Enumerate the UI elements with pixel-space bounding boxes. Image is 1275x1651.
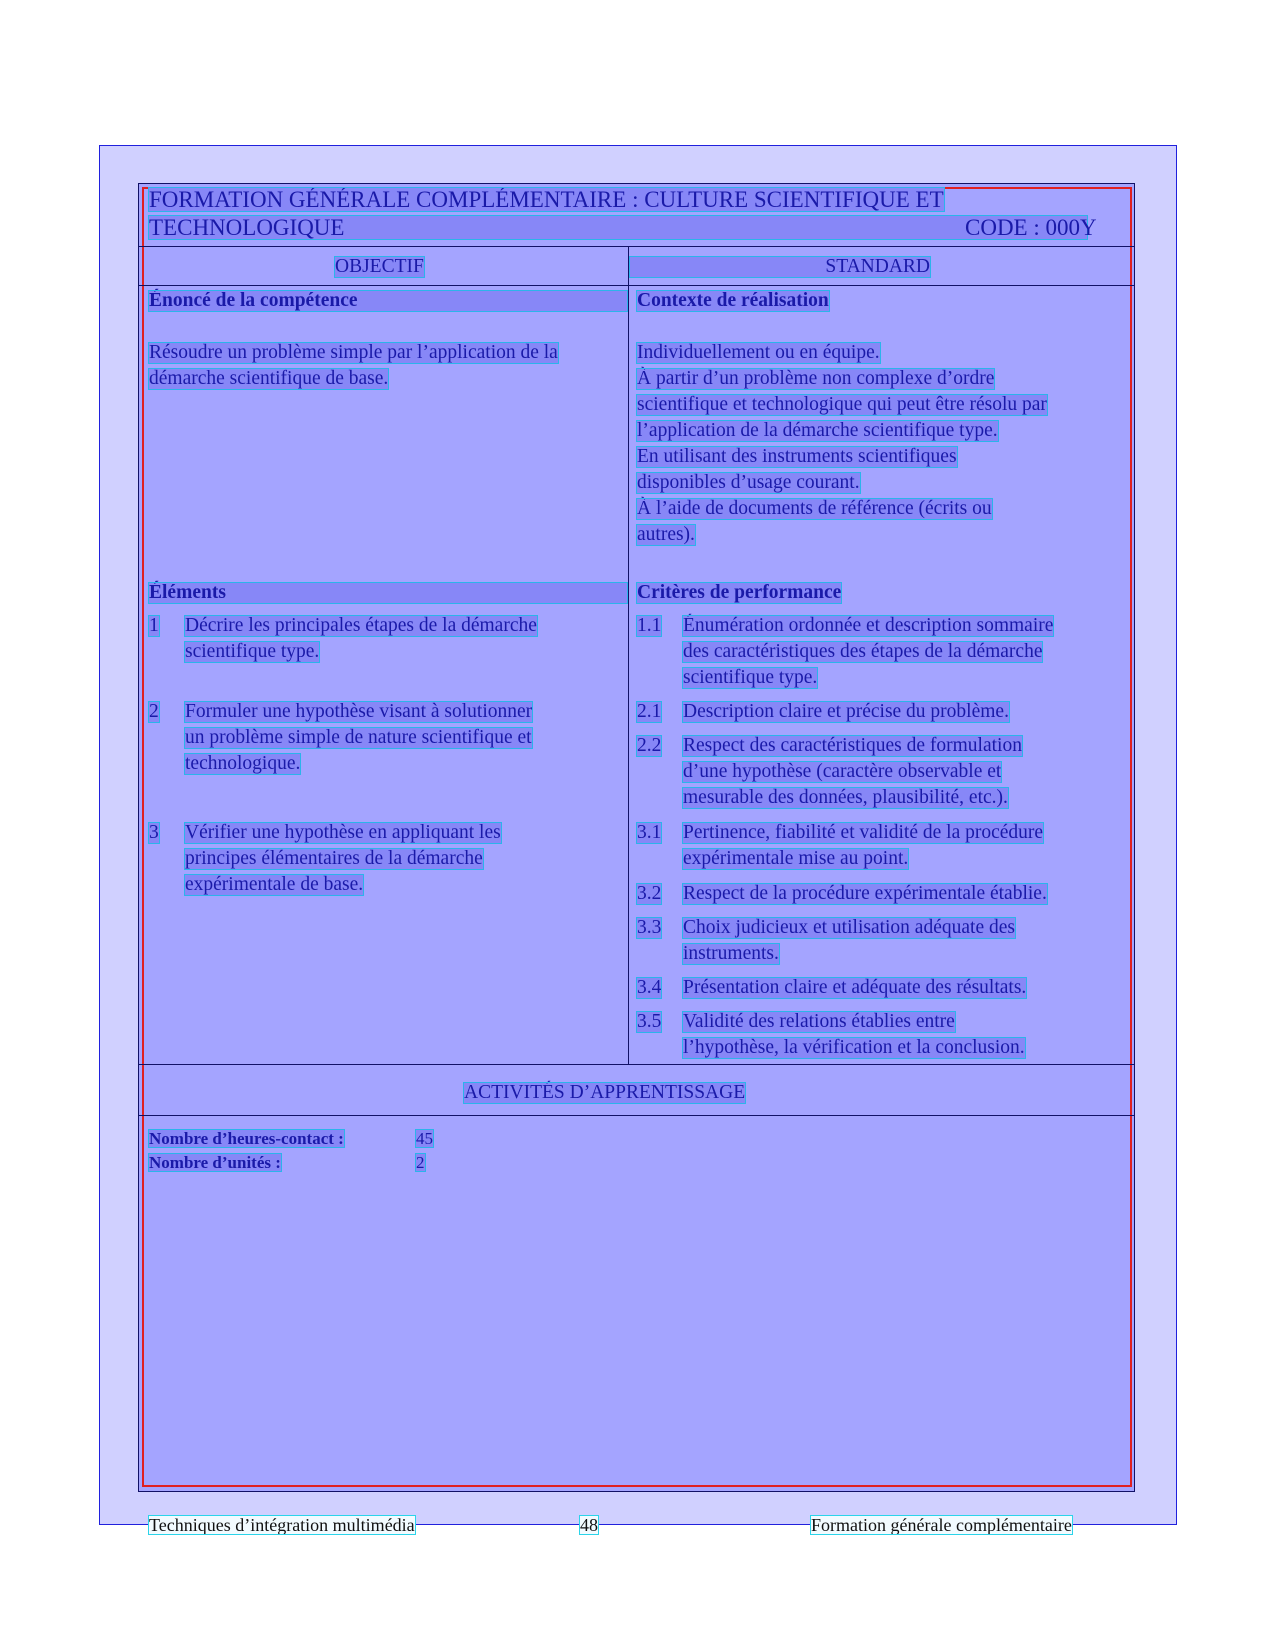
footer-section: Formation générale complémentaire xyxy=(811,1515,1072,1535)
heures-contact-label: Nombre d’heures-contact : xyxy=(149,1129,344,1148)
critere-number: 2.1 xyxy=(637,701,662,722)
contexte-line: autres). xyxy=(637,524,695,545)
critere-number: 3.3 xyxy=(637,917,662,938)
critere-line: expérimentale mise au point. xyxy=(683,848,909,869)
heading-elements: Éléments xyxy=(149,583,627,603)
critere-line: Pertinence, fiabilité et validité de la procédure xyxy=(683,822,1044,843)
element-number: 2 xyxy=(149,701,159,722)
column-divider xyxy=(628,246,629,1064)
critere-line: Respect des caractéristiques de formulation xyxy=(683,735,1022,756)
critere-line: Présentation claire et adéquate des résultats. xyxy=(683,977,1027,998)
competence-line: Résoudre un problème simple par l’application de la xyxy=(149,342,558,363)
critere-line: Respect de la procédure expérimentale établie. xyxy=(683,883,1047,904)
rule-above-activites xyxy=(138,1064,1135,1065)
critere-line: instruments. xyxy=(683,943,779,964)
contexte-line: À l’aide de documents de référence (écrits ou xyxy=(637,498,992,519)
footer-page-number: 48 xyxy=(580,1515,598,1535)
critere-line: Description claire et précise du problème. xyxy=(683,701,1009,722)
critere-line: l’hypothèse, la vérification et la conclusion. xyxy=(683,1037,1025,1058)
element-line: expérimentale de base. xyxy=(185,874,364,895)
heading-enonce-competence: Énoncé de la compétence xyxy=(149,291,627,311)
heures-contact-value: 45 xyxy=(416,1129,433,1148)
critere-line: Choix judicieux et utilisation adéquate des xyxy=(683,917,1015,938)
heading-criteres-performance: Critères de performance xyxy=(637,582,842,603)
contexte-line: l’application de la démarche scientifique type. xyxy=(637,420,998,441)
element-line: technologique. xyxy=(185,753,301,774)
footer-program: Techniques d’intégration multimédia xyxy=(149,1515,415,1535)
contexte-line: À partir d’un problème non complexe d’ordre xyxy=(637,368,995,389)
critere-line: des caractéristiques des étapes de la démarche xyxy=(683,641,1043,662)
contexte-line: En utilisant des instruments scientifiques xyxy=(637,446,957,467)
unites-value: 2 xyxy=(416,1153,425,1172)
critere-number: 1.1 xyxy=(637,615,662,636)
contexte-line: disponibles d’usage courant. xyxy=(637,472,860,493)
element-number: 3 xyxy=(149,822,159,843)
element-line: Vérifier une hypothèse en appliquant les xyxy=(185,822,501,843)
contexte-line: scientifique et technologique qui peut être résolu par xyxy=(637,394,1047,415)
document-title-line2: TECHNOLOGIQUE xyxy=(149,216,1087,239)
element-line: scientifique type. xyxy=(185,641,320,662)
course-code: CODE : 000Y xyxy=(965,215,1097,240)
rule-under-columns xyxy=(138,285,1135,286)
critere-line: d’une hypothèse (caractère observable et xyxy=(683,761,1002,782)
element-line: principes élémentaires de la démarche xyxy=(185,848,483,869)
element-number: 1 xyxy=(149,615,159,636)
element-line: Décrire les principales étapes de la démarche xyxy=(185,615,537,636)
critere-number: 3.2 xyxy=(637,883,662,904)
rule-under-activites xyxy=(138,1115,1135,1116)
critere-number: 2.2 xyxy=(637,735,662,756)
competence-line: démarche scientifique de base. xyxy=(149,368,389,389)
column-heading-standard: STANDARD xyxy=(630,257,930,277)
rule-under-title xyxy=(138,246,1135,247)
critere-line: Validité des relations établies entre xyxy=(683,1011,955,1032)
column-heading-objectif: OBJECTIF xyxy=(335,256,424,277)
critere-number: 3.4 xyxy=(637,977,662,998)
element-line: un problème simple de nature scientifique et xyxy=(185,727,532,748)
element-line: Formuler une hypothèse visant à solutionner xyxy=(185,701,533,722)
heading-activites-apprentissage: ACTIVITÉS D’APPRENTISSAGE xyxy=(464,1082,746,1103)
critere-number: 3.5 xyxy=(637,1011,662,1032)
critere-line: mesurable des données, plausibilité, etc.). xyxy=(683,787,1008,808)
critere-line: Énumération ordonnée et description sommaire xyxy=(683,615,1054,636)
heading-contexte-realisation: Contexte de réalisation xyxy=(637,290,829,311)
critere-number: 3.1 xyxy=(637,822,662,843)
unites-label: Nombre d’unités : xyxy=(149,1153,281,1172)
critere-line: scientifique type. xyxy=(683,667,818,688)
contexte-line: Individuellement ou en équipe. xyxy=(637,342,880,363)
document-title-line1: FORMATION GÉNÉRALE COMPLÉMENTAIRE : CULTURE SCIENTIFIQUE ET xyxy=(149,187,944,212)
